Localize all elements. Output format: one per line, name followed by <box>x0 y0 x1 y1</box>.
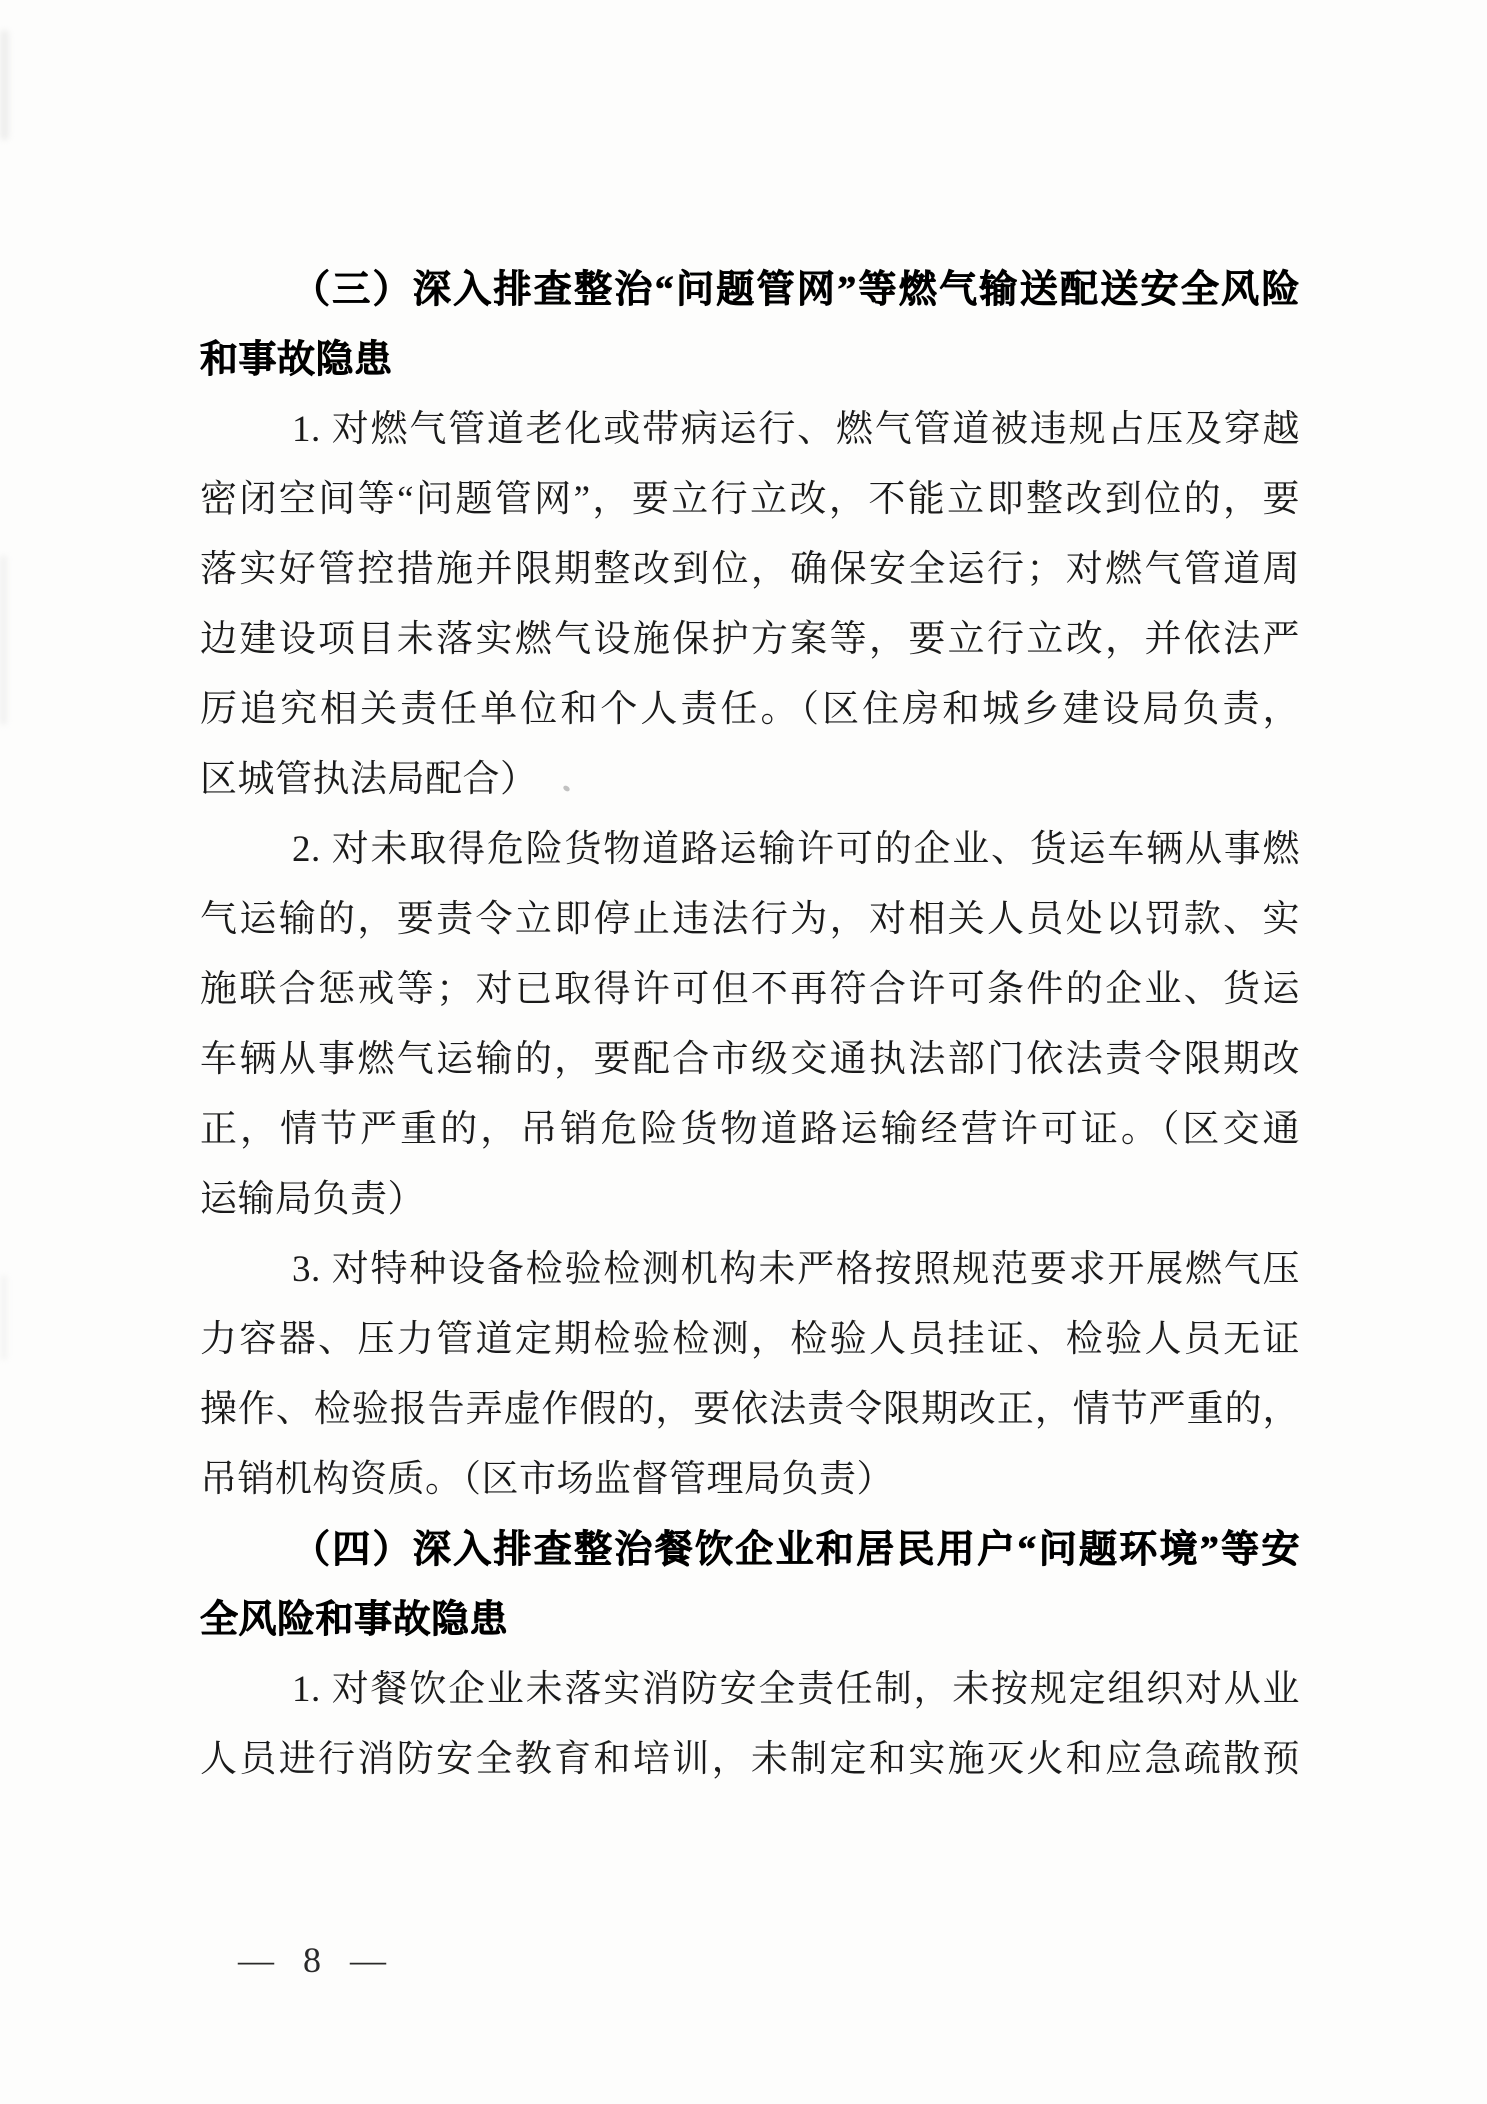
body-line: 车辆从事燃气运输的，要配合市级交通执法部门依法责令限期改 <box>200 1039 1300 1080</box>
body-line: 操作、检验报告弄虚作假的，要依法责令限期改正，情节严重的， <box>200 1389 1300 1430</box>
body-line: 1. 对燃气管道老化或带病运行、燃气管道被违规占压及穿越 <box>292 409 1300 450</box>
body-line: 密闭空间等“问题管网”，要立行立改，不能立即整改到位的，要 <box>200 479 1300 520</box>
page-number: — 8 — <box>238 1940 396 1980</box>
body-line: 边建设项目未落实燃气设施保护方案等，要立行立改，并依法严 <box>200 619 1300 660</box>
heading-line: 全风险和事故隐患 <box>200 1599 509 1641</box>
body-line: 正，情节严重的，吊销危险货物道路运输经营许可证。（区交通 <box>200 1109 1300 1150</box>
heading-line: 和事故隐患 <box>200 339 393 381</box>
body-line: 力容器、压力管道定期检验检测，检验人员挂证、检验人员无证 <box>200 1319 1300 1360</box>
body-line: 吊销机构资质。（区市场监督管理局负责） <box>200 1459 894 1500</box>
body-line: 人员进行消防安全教育和培训，未制定和实施灭火和应急疏散预 <box>200 1739 1300 1780</box>
body-line: 3. 对特种设备检验检测机构未严格按照规范要求开展燃气压 <box>292 1249 1300 1290</box>
body-line: 落实好管控措施并限期整改到位，确保安全运行；对燃气管道周 <box>200 549 1300 590</box>
heading-line: （四）深入排查整治餐饮企业和居民用户“问题环境”等安 <box>292 1529 1300 1571</box>
body-line: 1. 对餐饮企业未落实消防安全责任制，未按规定组织对从业 <box>292 1669 1300 1710</box>
heading-line: （三）深入排查整治“问题管网”等燃气输送配送安全风险 <box>292 269 1300 311</box>
scan-artifact <box>1 1275 7 1360</box>
scan-artifact <box>0 555 7 725</box>
body-line: 运输局负责） <box>200 1179 425 1220</box>
body-line: 气运输的，要责令立即停止违法行为，对相关人员处以罚款、实 <box>200 899 1300 940</box>
body-line: 施联合惩戒等；对已取得许可但不再符合许可条件的企业、货运 <box>200 969 1300 1010</box>
body-line: 区城管执法局配合） <box>200 759 538 800</box>
scan-artifact <box>0 30 9 140</box>
body-line: 2. 对未取得危险货物道路运输许可的企业、货运车辆从事燃 <box>292 829 1300 870</box>
body-line: 厉追究相关责任单位和个人责任。（区住房和城乡建设局负责， <box>200 689 1300 730</box>
